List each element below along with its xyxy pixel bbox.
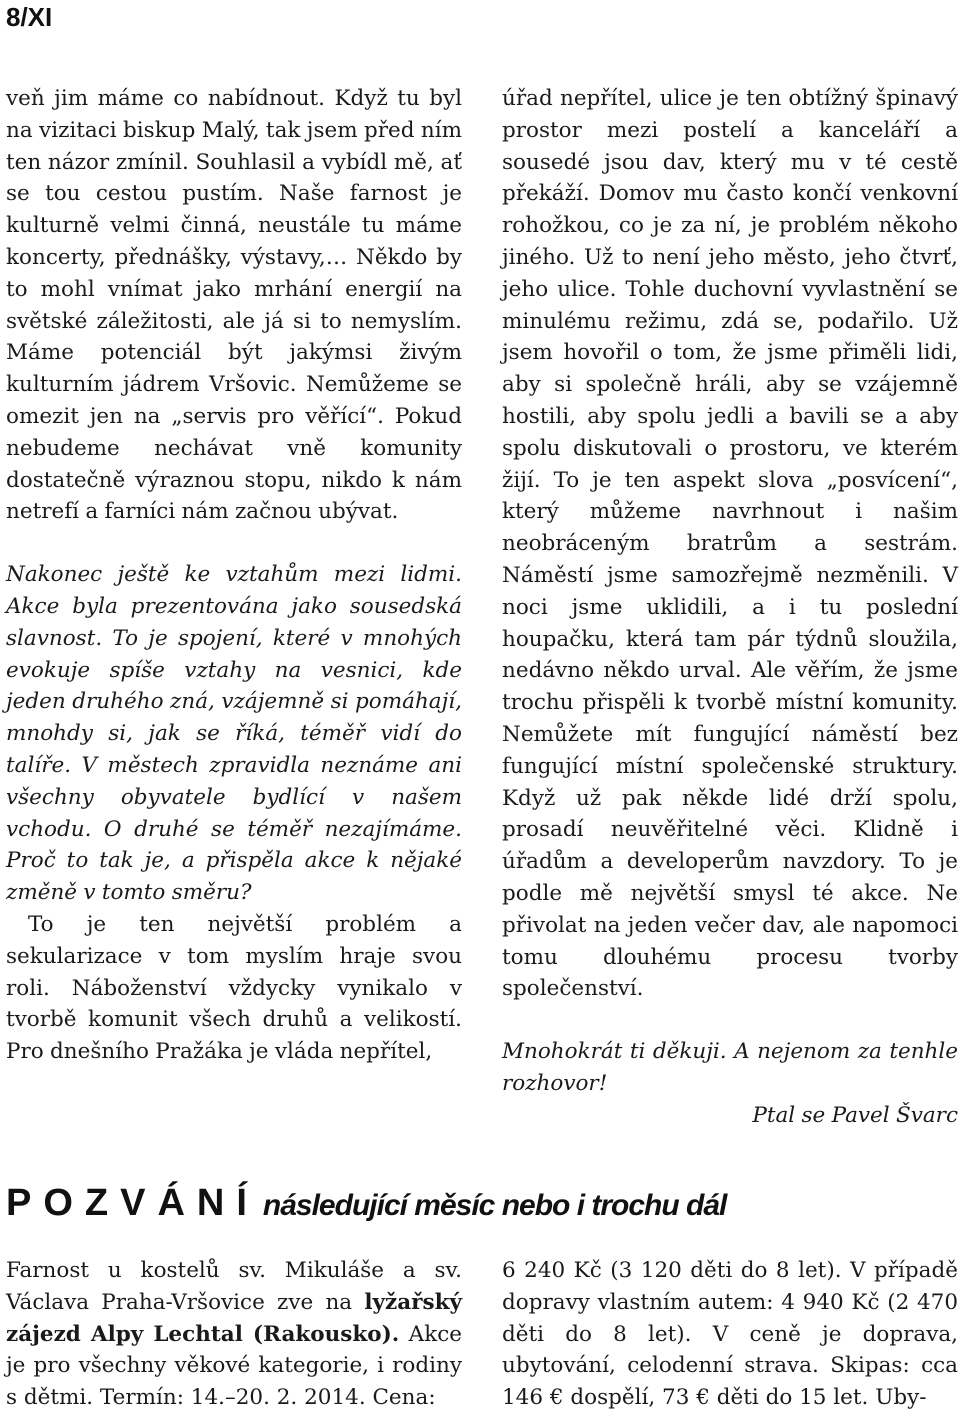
closing-line: Mnohokrát ti děkuji. A nejenom za tenhle rozhovor! [502,1039,958,1096]
invitation-intro: Farnost u kostelů sv. Mikuláše a sv. Václava Praha-Vršovice zve na [6,1258,462,1315]
article-paragraph: veň jim máme co nabídnout. Když tu byl na vizitaci biskup Malý, tak jsem před ním ten názor zmínil. Souhlasil a vybídl mě, ať se tou cestou pustím. Naše farnost je kulturně velmi činná, neustále tu máme koncerty, přednášky, výstavy,… Někdo by to mohl vnímat jako mrhání energií na světské záležitosti, ale já si to nemyslím. Máme potenciál být jakýmsi živým kulturním jádrem Vršovic. Nemůžeme se omezit jen na „servis pro věřící“. Pokud nebudeme nechávat vně komunity dostatečně výraznou stopu, nikdo k nám netrefí a farníci nám začnou ubývat. [6,86,462,525]
section-title: POZVÁNÍ [6,1182,259,1224]
page-number: 8/XI [6,2,53,32]
invitation-left-column [6,1255,462,1414]
article-left-column [6,83,462,1068]
invitation-right-column [502,1255,958,1414]
byline: Ptal se Pavel Švarc [752,1102,958,1128]
article-right-column [502,83,958,1132]
section-heading [6,1182,956,1225]
article-paragraph: To je ten největší problém a sekularizace v tom myslím hraje svou roli. Náboženství vždycky vynikalo v tvorbě komunit všech druhů a velikostí. Pro dnešního Pražáka je vláda nepřítel, [6,911,462,1065]
interview-question: Nakonec ještě ke vztahům mezi lidmi. Akce byla prezentována jako sousedská slavnost. To je spojení, které v mnohých evokuje spíše vztahy na vesnici, kde jeden druhého zná, vzájemně si pomáhají, mnohdy si, jak se říká, téměř vidí do talíře. V městech zpravidla neznáme ani všechny obyvatele bydlící v našem vchodu. O druhé se téměř nezajímáme. Proč to tak je, a přispěla akce k nějaké změně v tomto směru? [6,562,462,906]
section-subtitle: následující měsíc nebo i trochu dál [262,1189,727,1222]
article-paragraph: úřad nepřítel, ulice je ten obtížný špinavý prostor mezi postelí a kanceláří a sousedé jsou dav, který mu v té cestě překáží. Domov mu často končí venkovní rohožkou, co je za ní, je problém někoho jiného. Už to není jeho město, jeho čtvrť, jeho ulice. Tohle duchovní vyvlastnění se minulému režimu, zdá se, podařilo. Už jsem hovořil o tom, že jsme přiměli lidi, aby si společně hráli, aby se vzájemně hostili, aby spolu jedli a bavili se a aby spolu diskutovali o prostoru, ve kterém žijí. To je ten aspekt slova „posvícení“, který můžeme navrhnout i našim neobráceným bratrům a sestrám. Náměstí jsme samozřejmě nezměnili. V noci jsme uklidili, a i tu poslední houpačku, která tam pár týdnů sloužila, nedávno někdo urval. Ale věřím, že jsme trochu přispěli k tvorbě místní komunity. Nemůžete mít fungující náměstí bez fungující místní společenské struktury. Když už pak někde lidé drží spolu, prosadí neuvěřitelné věci. Klidně i úřadům a developerům navzdory. To je podle mě největší smysl té akce. Ne přivolat na jeden večer dav, ale napomoci tomu dlouhému procesu tvorby společenství. [502,86,958,1002]
invitation-event: lyžařský zájezd Alpy Lechtal (Rakousko). [6,1289,462,1347]
invitation-paragraph [6,1255,462,1414]
invitation-details: Akce je pro všechny věkové kategorie, i rodiny s dětmi. Termín: 14.–20. 2. 2014. Cena: [6,1321,462,1411]
invitation-price-text: 6 240 Kč (3 120 děti do 8 let). V případě dopravy vlastním autem: 4 940 Kč (2 470 děti do 8 let). V ceně je doprava, ubytování, celodenní strava. Skipas: cca 146 € dospělí, 73 € děti do 15 let. Uby- [502,1258,958,1411]
